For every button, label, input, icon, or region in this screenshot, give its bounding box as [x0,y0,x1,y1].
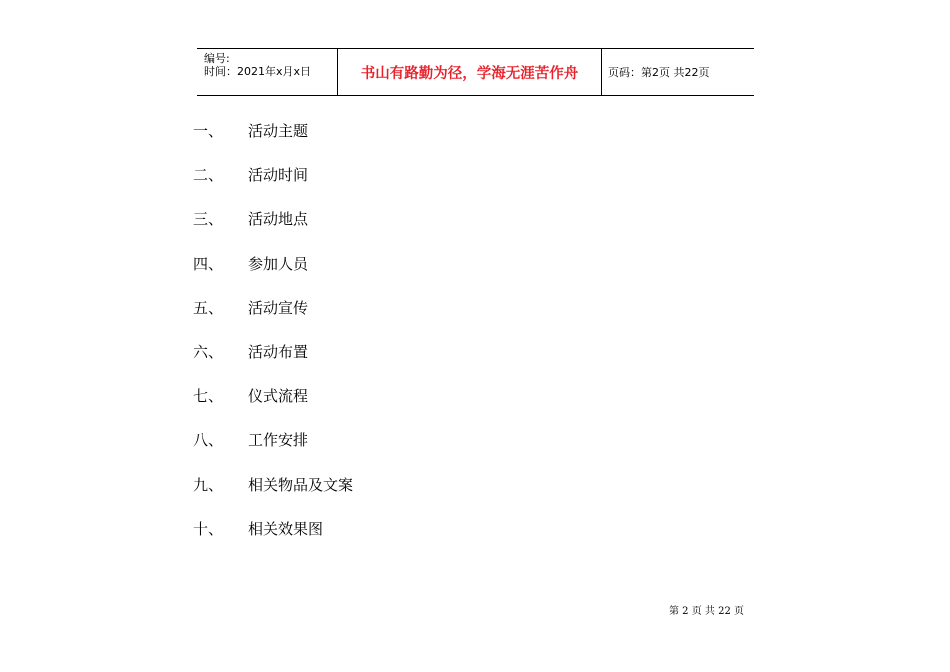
time-label: 时间：2021年x月x日 [204,65,312,78]
number-label: 编号: [204,52,230,65]
toc-number: 七、 [193,387,224,406]
toc-item [193,118,353,162]
page-label: 页码：第2页 共22页 [608,66,710,79]
toc-item [193,251,353,295]
toc-number: 九、 [193,475,224,494]
header-motto-cell [338,49,602,95]
toc-title: 活动主题 [248,122,309,140]
toc-item [193,472,353,516]
toc-number: 四、 [193,254,224,273]
toc-number: 三、 [193,210,224,229]
toc-item [193,516,353,560]
motto-text: 书山有路勤为径，学海无涯苦作舟 [360,65,579,82]
toc-number: 一、 [193,122,224,140]
toc-item [193,339,353,383]
toc-number: 二、 [193,166,224,185]
toc-title: 相关物品及文案 [248,475,354,494]
toc-title: 参加人员 [248,254,309,273]
header-info-cell [197,49,338,95]
toc-title: 活动布置 [248,342,309,361]
toc-number: 八、 [193,431,224,450]
table-of-contents [193,118,353,560]
toc-title: 活动时间 [248,166,309,185]
toc-number: 六、 [193,342,224,361]
footer-page-number: 第 2 页 共 22 页 [669,606,744,617]
toc-item [193,162,353,206]
toc-title: 工作安排 [248,431,309,450]
header-page-cell [602,49,754,95]
header-table [197,48,754,96]
toc-item [193,206,353,250]
toc-item [193,383,353,427]
page-footer [669,602,744,617]
toc-item [193,427,353,471]
toc-title: 相关效果图 [248,519,324,538]
toc-item [193,295,353,339]
toc-title: 仪式流程 [248,387,309,406]
toc-title: 活动宣传 [248,298,309,317]
toc-number: 十、 [193,519,224,538]
toc-title: 活动地点 [248,210,309,229]
toc-number: 五、 [193,298,224,317]
